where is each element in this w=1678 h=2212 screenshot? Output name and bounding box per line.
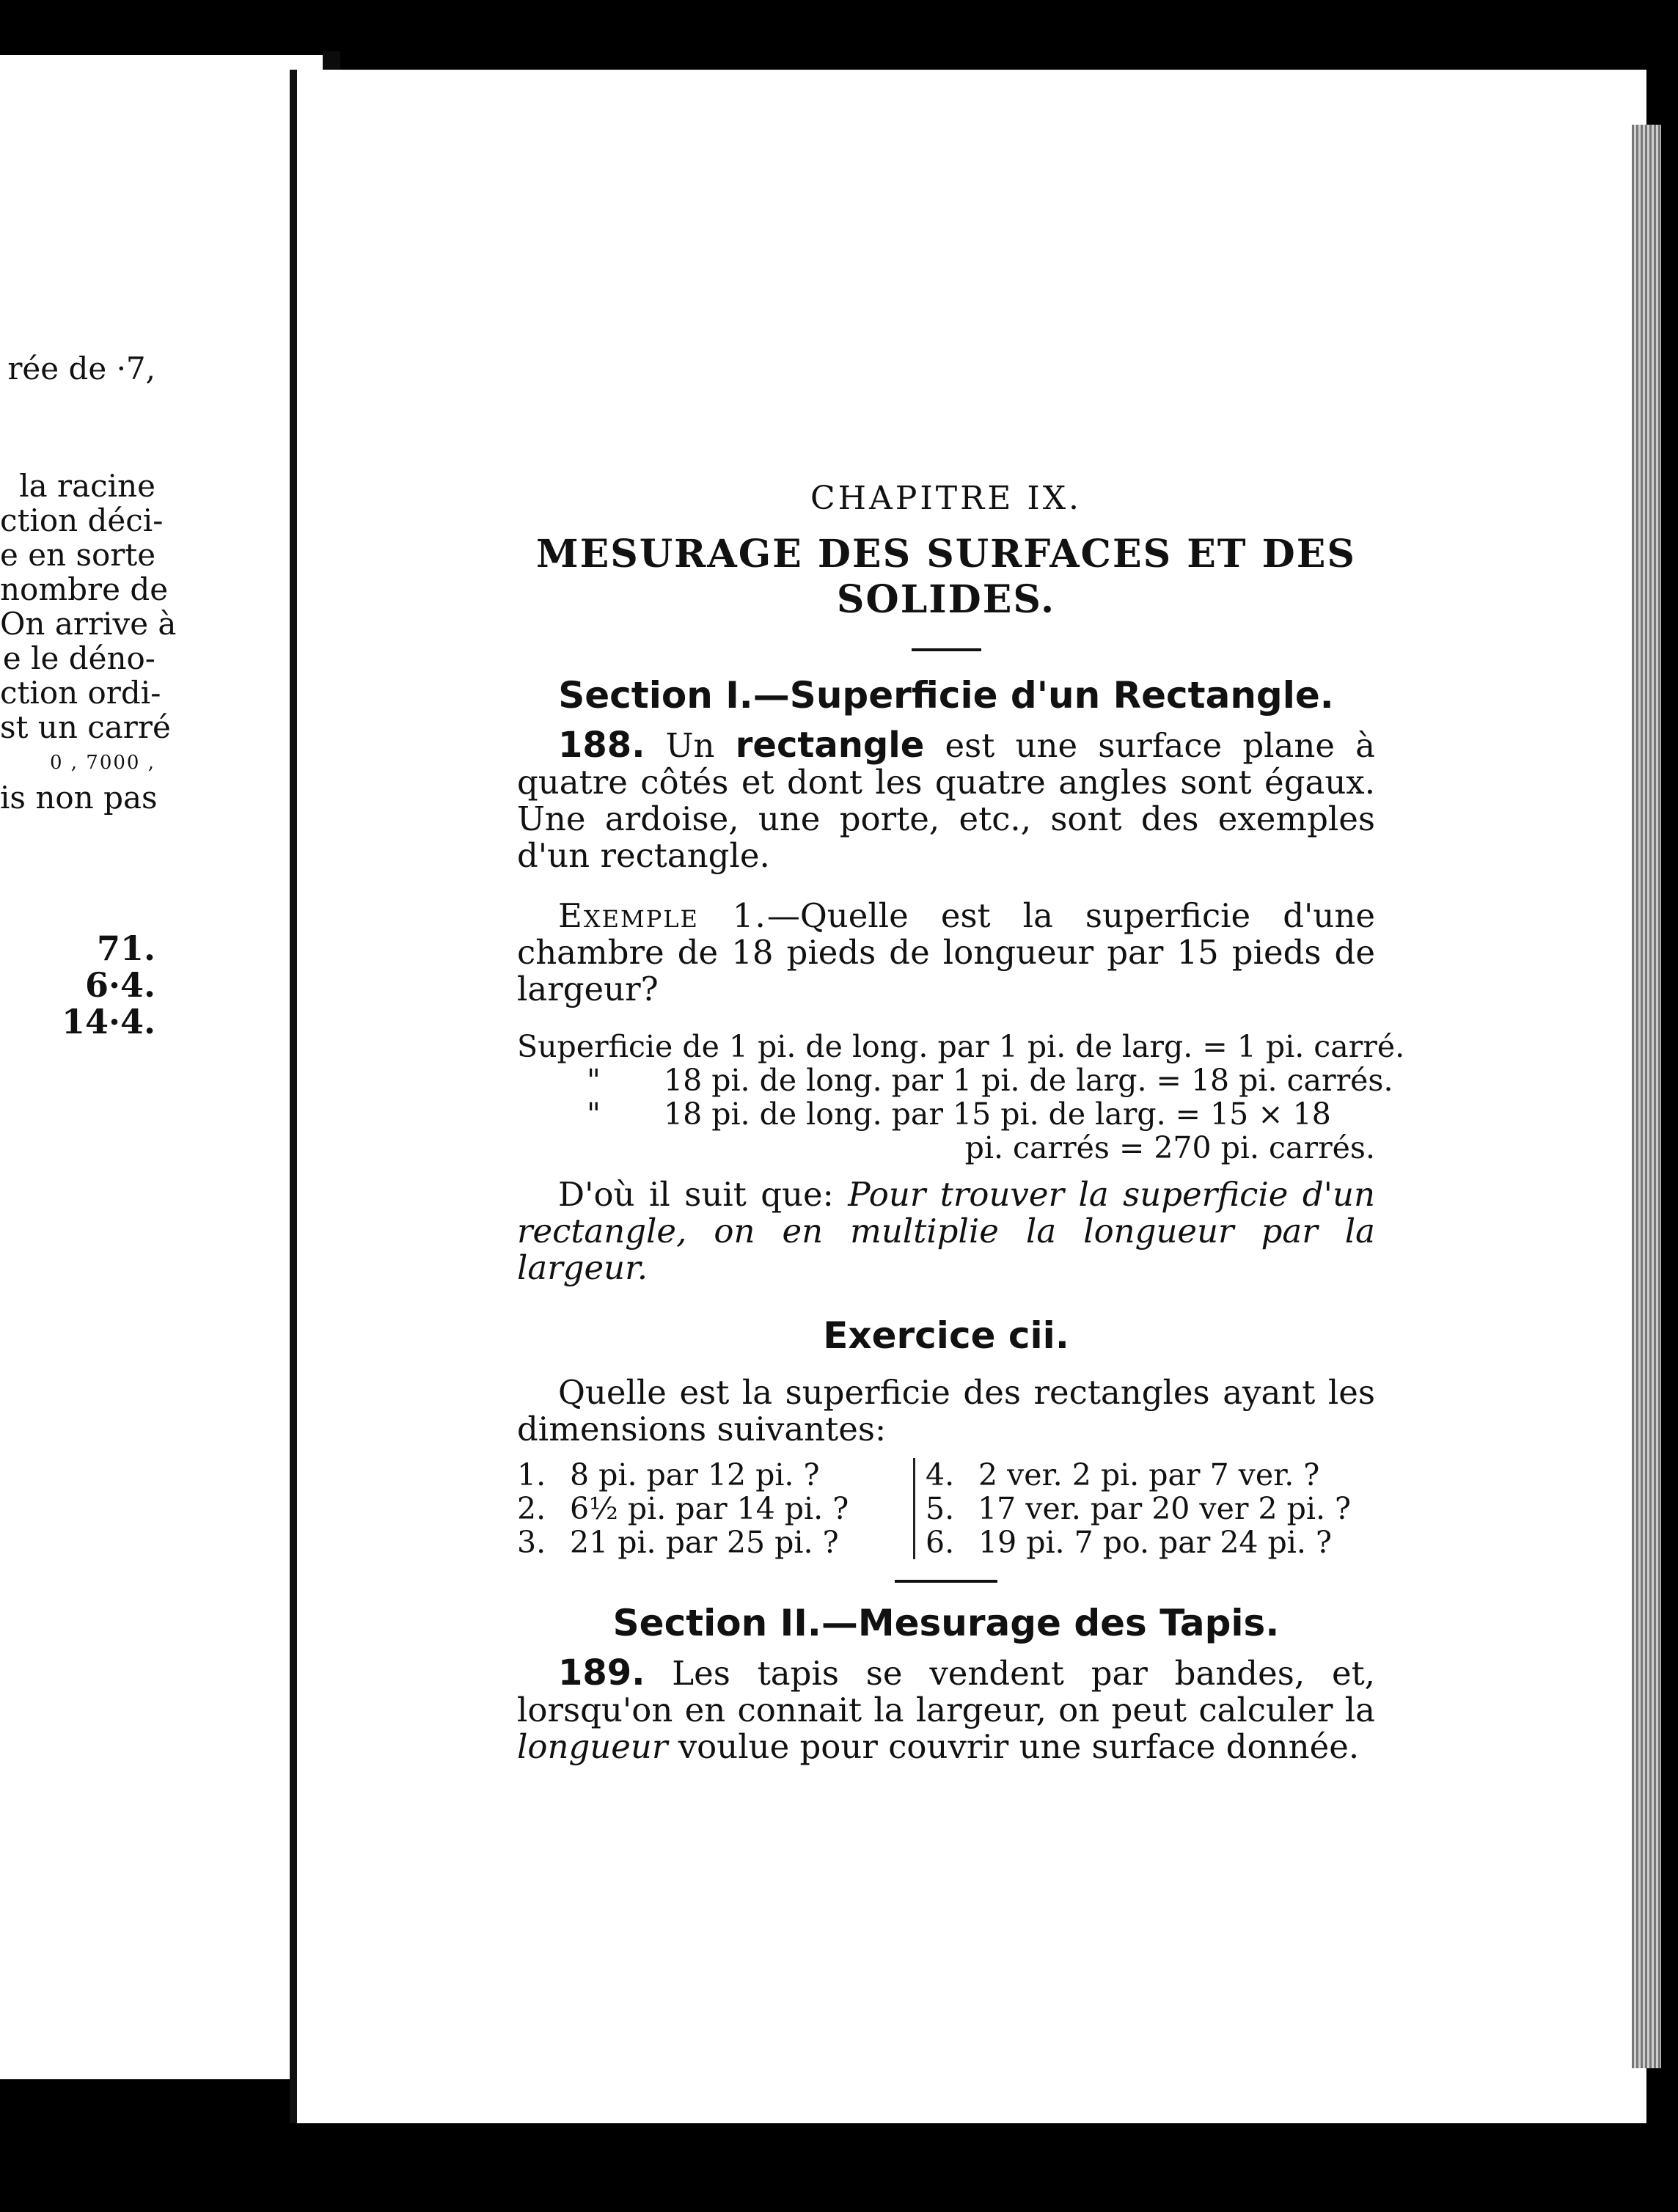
- item-text: 8 pi. par 12 pi. ?: [570, 1457, 820, 1493]
- fragment-line: nombre de: [0, 571, 169, 607]
- calc-line: [517, 1097, 1375, 1131]
- ditto-mark: ": [587, 1063, 601, 1098]
- rule-statement: [517, 1176, 1375, 1286]
- section-title: Section I.—Superficie d'un Rectangle.: [558, 674, 1334, 717]
- item-text: 21 pi. par 25 pi. ?: [570, 1525, 839, 1560]
- example-text: —Quelle est la superficie d'une chambre de 18 pieds de longueur par 15 pieds de largeur?: [517, 896, 1376, 1008]
- paragraph-188: [517, 727, 1375, 874]
- exercise-item: [926, 1458, 1351, 1492]
- fragment-line: 6·4.: [84, 965, 155, 1005]
- paragraph-text: Les tapis se vendent par bandes, et, lorsqu'on en connait la largeur, on peut calculer la: [517, 1654, 1375, 1729]
- item-number: 2.: [517, 1491, 546, 1526]
- exercise-list: [517, 1458, 1375, 1559]
- paragraph-text: est une surface plane à quatre côtés et dont les quatre angles sont égaux. Une ardoise, une porte, etc., sont des exemples d'un rectangle.: [517, 726, 1376, 875]
- exercise-title: Exercice cii.: [823, 1314, 1069, 1357]
- item-number: 3.: [517, 1525, 546, 1560]
- section-title: Section II.—Mesurage des Tapis.: [612, 1602, 1280, 1644]
- item-number: 1.: [517, 1457, 546, 1493]
- example-label: Exemple 1.: [558, 896, 767, 935]
- item-number: 4.: [926, 1457, 955, 1493]
- fragment-line: la racine: [19, 468, 155, 504]
- item-text: 2 ver. 2 pi. par 7 ver. ?: [978, 1457, 1320, 1493]
- divider: [912, 648, 981, 651]
- fragment-line: On arrive à: [0, 606, 177, 642]
- rule-text: Pour trouver la superficie d'un rectangle, on en multiplie la longueur par la largeur.: [517, 1175, 1375, 1287]
- example-paragraph: [517, 898, 1375, 1008]
- calculation-block: [517, 1029, 1405, 1165]
- item-text: 17 ver. par 20 ver 2 pi. ?: [978, 1491, 1351, 1526]
- emphasis-term: longueur: [517, 1727, 668, 1766]
- fragment-line: e le déno-: [2, 640, 155, 676]
- page-content: [517, 407, 1405, 1766]
- item-text: 19 pi. 7 po. par 24 pi. ?: [978, 1525, 1332, 1560]
- exercise-item: [926, 1492, 1351, 1526]
- exercise-intro: Quelle est la superficie des rectangles ayant les dimensions suivantes:: [517, 1373, 1375, 1449]
- key-term: rectangle: [735, 725, 925, 766]
- paragraph-text: Un: [645, 726, 736, 765]
- fragment-line: 14·4.: [61, 1002, 155, 1041]
- paragraph-number: 188.: [558, 725, 645, 766]
- chapter-title-line: MESURAGE DES SURFACES ET DES: [536, 532, 1356, 576]
- chapter-title: [517, 532, 1375, 623]
- fragment-line: ction ordi-: [0, 675, 161, 711]
- exercise-item: [926, 1526, 1351, 1559]
- conclusion-lead: D'où il suit que:: [558, 1175, 849, 1214]
- paragraph-number: 189.: [558, 1652, 645, 1693]
- calc-text: 18 pi. de long. par 15 pi. de larg. = 15 × 18: [664, 1096, 1331, 1132]
- fragment-line: ction déci-: [0, 502, 164, 538]
- exercise-item: [517, 1492, 898, 1526]
- item-number: 5.: [926, 1491, 955, 1526]
- fragment-line: 71.: [96, 929, 155, 968]
- fragment-line: is non pas: [0, 780, 158, 816]
- divider: [895, 1580, 997, 1583]
- ditto-mark: ": [587, 1096, 601, 1132]
- calc-line: Superficie de 1 pi. de long. par 1 pi. de larg. = 1 pi. carré.: [517, 1029, 1405, 1064]
- exercise-item: [517, 1458, 898, 1492]
- fragment-line: st un carré: [0, 709, 171, 745]
- exercise-column-left: [517, 1458, 898, 1559]
- exercise-item: [517, 1526, 898, 1559]
- exercise-column-right: [913, 1458, 1351, 1559]
- fragment-line: e en sorte: [0, 537, 156, 573]
- chapter-title-line: SOLIDES.: [836, 577, 1056, 622]
- fragment-line: 0 , 7000 ,: [49, 752, 155, 774]
- calc-text: 18 pi. de long. par 1 pi. de larg. = 18 pi. carrés.: [664, 1063, 1393, 1098]
- page-edges: [1632, 125, 1661, 2068]
- paragraph-189: [517, 1652, 1375, 1766]
- calc-line: pi. carrés = 270 pi. carrés.: [964, 1130, 1375, 1165]
- item-text: 6½ pi. par 14 pi. ?: [570, 1491, 849, 1526]
- calc-line: [517, 1063, 1393, 1098]
- paragraph-text: voulue pour couvrir une surface donnée.: [667, 1727, 1360, 1766]
- previous-page-fragment: [0, 55, 323, 2079]
- chapter-heading: CHAPITRE IX.: [810, 480, 1082, 517]
- item-number: 6.: [926, 1525, 955, 1560]
- fragment-line: rée de ·7,: [7, 351, 155, 387]
